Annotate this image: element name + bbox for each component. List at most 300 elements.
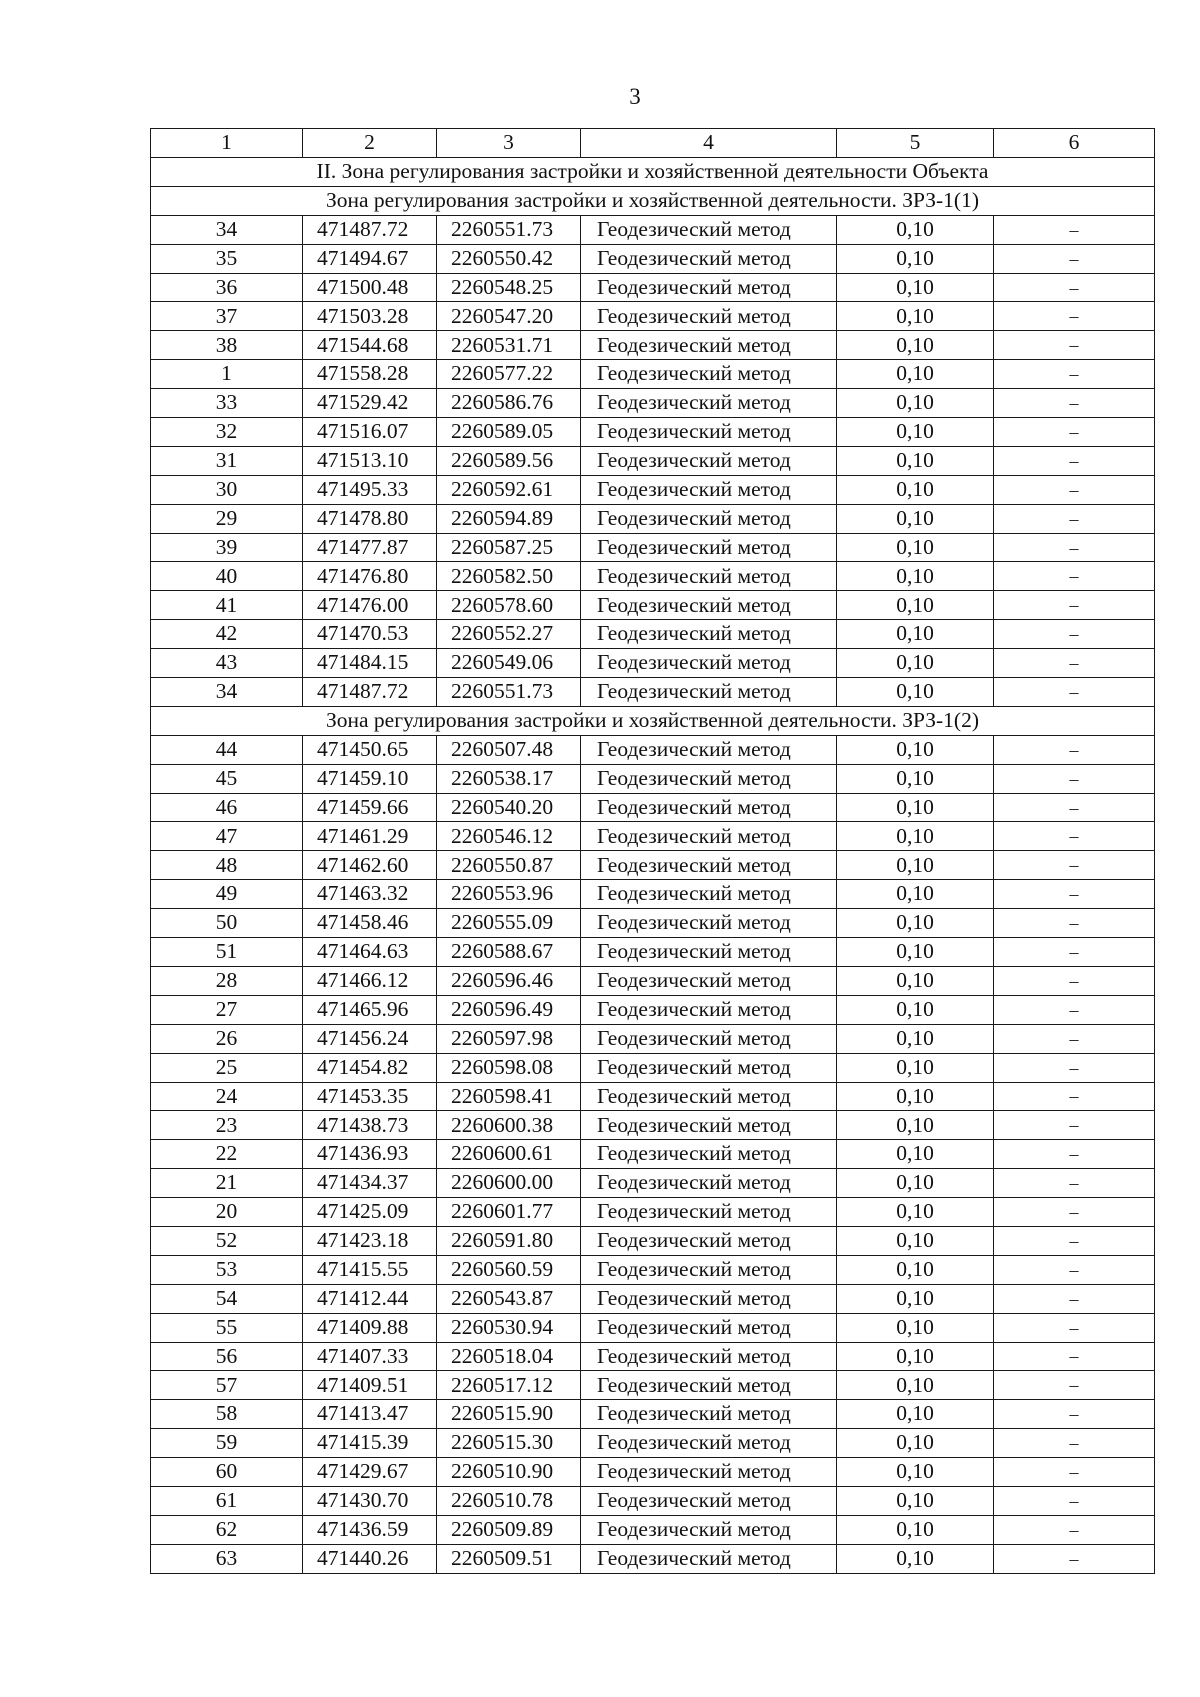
accuracy-cell: 0,10 <box>837 1458 994 1487</box>
table-row <box>151 1515 1155 1544</box>
note-cell: – <box>994 562 1155 591</box>
coord-x-cell: 471466.12 <box>303 966 437 995</box>
method-cell: Геодезический метод <box>581 533 837 562</box>
coord-y-cell: 2260546.12 <box>437 822 581 851</box>
accuracy-cell: 0,10 <box>837 735 994 764</box>
note-cell: – <box>994 1313 1155 1342</box>
method-cell: Геодезический метод <box>581 822 837 851</box>
coord-x-cell: 471425.09 <box>303 1198 437 1227</box>
coord-x-cell: 471434.37 <box>303 1169 437 1198</box>
point-number-cell: 52 <box>151 1226 303 1255</box>
coordinates-table <box>150 128 1155 1574</box>
table-row <box>151 1198 1155 1227</box>
coord-x-cell: 471456.24 <box>303 1024 437 1053</box>
coord-x-cell: 471464.63 <box>303 938 437 967</box>
accuracy-cell: 0,10 <box>837 938 994 967</box>
method-cell: Геодезический метод <box>581 562 837 591</box>
coord-x-cell: 471462.60 <box>303 851 437 880</box>
point-number-cell: 28 <box>151 966 303 995</box>
method-cell: Геодезический метод <box>581 1053 837 1082</box>
table-row <box>151 1342 1155 1371</box>
accuracy-cell: 0,10 <box>837 215 994 244</box>
table-row <box>151 938 1155 967</box>
coord-y-cell: 2260551.73 <box>437 678 581 707</box>
method-cell: Геодезический метод <box>581 764 837 793</box>
page-number: 3 <box>629 84 641 109</box>
coord-x-cell: 471495.33 <box>303 475 437 504</box>
coord-y-cell: 2260551.73 <box>437 215 581 244</box>
accuracy-cell: 0,10 <box>837 1024 994 1053</box>
coord-x-cell: 471484.15 <box>303 649 437 678</box>
table-row <box>151 966 1155 995</box>
point-number-cell: 60 <box>151 1458 303 1487</box>
coord-x-cell: 471438.73 <box>303 1111 437 1140</box>
accuracy-cell: 0,10 <box>837 1198 994 1227</box>
table-row <box>151 273 1155 302</box>
coord-y-cell: 2260600.61 <box>437 1140 581 1169</box>
coord-x-cell: 471459.10 <box>303 764 437 793</box>
point-number-cell: 36 <box>151 273 303 302</box>
accuracy-cell: 0,10 <box>837 909 994 938</box>
table-row <box>151 1169 1155 1198</box>
method-cell: Геодезический метод <box>581 1226 837 1255</box>
coord-x-cell: 471440.26 <box>303 1544 437 1573</box>
coord-y-cell: 2260531.71 <box>437 331 581 360</box>
table-row <box>151 302 1155 331</box>
method-cell: Геодезический метод <box>581 1169 837 1198</box>
table-row <box>151 562 1155 591</box>
table-row <box>151 995 1155 1024</box>
coord-x-cell: 471409.88 <box>303 1313 437 1342</box>
column-number: 3 <box>437 129 581 158</box>
coord-y-cell: 2260509.89 <box>437 1515 581 1544</box>
coord-x-cell: 471516.07 <box>303 418 437 447</box>
table-row <box>151 446 1155 475</box>
coord-x-cell: 471454.82 <box>303 1053 437 1082</box>
method-cell: Геодезический метод <box>581 1140 837 1169</box>
method-cell: Геодезический метод <box>581 504 837 533</box>
accuracy-cell: 0,10 <box>837 793 994 822</box>
method-cell: Геодезический метод <box>581 1515 837 1544</box>
coord-x-cell: 471409.51 <box>303 1371 437 1400</box>
point-number-cell: 41 <box>151 591 303 620</box>
table-row <box>151 851 1155 880</box>
accuracy-cell: 0,10 <box>837 475 994 504</box>
method-cell: Геодезический метод <box>581 1371 837 1400</box>
note-cell: – <box>994 1255 1155 1284</box>
point-number-cell: 24 <box>151 1082 303 1111</box>
coord-y-cell: 2260600.00 <box>437 1169 581 1198</box>
coord-y-cell: 2260510.90 <box>437 1458 581 1487</box>
point-number-cell: 34 <box>151 678 303 707</box>
coord-x-cell: 471458.46 <box>303 909 437 938</box>
coord-x-cell: 471423.18 <box>303 1226 437 1255</box>
accuracy-cell: 0,10 <box>837 620 994 649</box>
table-row <box>151 1284 1155 1313</box>
coord-y-cell: 2260543.87 <box>437 1284 581 1313</box>
coord-x-cell: 471487.72 <box>303 215 437 244</box>
method-cell: Геодезический метод <box>581 1284 837 1313</box>
note-cell: – <box>994 822 1155 851</box>
coord-y-cell: 2260601.77 <box>437 1198 581 1227</box>
coord-x-cell: 471465.96 <box>303 995 437 1024</box>
note-cell: – <box>994 1169 1155 1198</box>
accuracy-cell: 0,10 <box>837 1284 994 1313</box>
note-cell: – <box>994 793 1155 822</box>
coord-y-cell: 2260600.38 <box>437 1111 581 1140</box>
method-cell: Геодезический метод <box>581 995 837 1024</box>
coord-y-cell: 2260515.90 <box>437 1400 581 1429</box>
point-number-cell: 26 <box>151 1024 303 1053</box>
section-heading: II. Зона регулирования застройки и хозяйственной деятельности Объекта <box>151 158 1155 187</box>
method-cell: Геодезический метод <box>581 793 837 822</box>
point-number-cell: 56 <box>151 1342 303 1371</box>
coord-y-cell: 2260547.20 <box>437 302 581 331</box>
point-number-cell: 37 <box>151 302 303 331</box>
point-number-cell: 42 <box>151 620 303 649</box>
method-cell: Геодезический метод <box>581 1429 837 1458</box>
table-row <box>151 1053 1155 1082</box>
note-cell: – <box>994 938 1155 967</box>
point-number-cell: 21 <box>151 1169 303 1198</box>
accuracy-cell: 0,10 <box>837 504 994 533</box>
coord-x-cell: 471487.72 <box>303 678 437 707</box>
point-number-cell: 58 <box>151 1400 303 1429</box>
table-row <box>151 1486 1155 1515</box>
table-row <box>151 1024 1155 1053</box>
accuracy-cell: 0,10 <box>837 822 994 851</box>
point-number-cell: 47 <box>151 822 303 851</box>
accuracy-cell: 0,10 <box>837 562 994 591</box>
table-row <box>151 1111 1155 1140</box>
note-cell: – <box>994 880 1155 909</box>
coord-y-cell: 2260552.27 <box>437 620 581 649</box>
method-cell: Геодезический метод <box>581 591 837 620</box>
point-number-cell: 31 <box>151 446 303 475</box>
note-cell: – <box>994 389 1155 418</box>
note-cell: – <box>994 966 1155 995</box>
point-number-cell: 46 <box>151 793 303 822</box>
coord-x-cell: 471461.29 <box>303 822 437 851</box>
coord-y-cell: 2260598.41 <box>437 1082 581 1111</box>
accuracy-cell: 0,10 <box>837 1255 994 1284</box>
accuracy-cell: 0,10 <box>837 1226 994 1255</box>
point-number-cell: 55 <box>151 1313 303 1342</box>
zone-heading: Зона регулирования застройки и хозяйственной деятельности. ЗРЗ-1(2) <box>151 706 1155 735</box>
point-number-cell: 50 <box>151 909 303 938</box>
note-cell: – <box>994 475 1155 504</box>
note-cell: – <box>994 1486 1155 1515</box>
method-cell: Геодезический метод <box>581 1400 837 1429</box>
column-number: 4 <box>581 129 837 158</box>
coord-y-cell: 2260597.98 <box>437 1024 581 1053</box>
method-cell: Геодезический метод <box>581 851 837 880</box>
note-cell: – <box>994 331 1155 360</box>
table-row <box>151 793 1155 822</box>
accuracy-cell: 0,10 <box>837 244 994 273</box>
note-cell: – <box>994 591 1155 620</box>
note-cell: – <box>994 735 1155 764</box>
coord-x-cell: 471413.47 <box>303 1400 437 1429</box>
zone-heading: Зона регулирования застройки и хозяйственной деятельности. ЗРЗ-1(1) <box>151 186 1155 215</box>
table-row <box>151 909 1155 938</box>
point-number-cell: 23 <box>151 1111 303 1140</box>
coord-y-cell: 2260509.51 <box>437 1544 581 1573</box>
method-cell: Геодезический метод <box>581 966 837 995</box>
coord-x-cell: 471415.39 <box>303 1429 437 1458</box>
point-number-cell: 54 <box>151 1284 303 1313</box>
accuracy-cell: 0,10 <box>837 331 994 360</box>
method-cell: Геодезический метод <box>581 678 837 707</box>
table-body <box>151 129 1155 1574</box>
method-cell: Геодезический метод <box>581 909 837 938</box>
point-number-cell: 62 <box>151 1515 303 1544</box>
table-row <box>151 1140 1155 1169</box>
coord-y-cell: 2260530.94 <box>437 1313 581 1342</box>
zone-heading-row <box>151 706 1155 735</box>
table-row <box>151 649 1155 678</box>
table-row <box>151 735 1155 764</box>
coord-y-cell: 2260549.06 <box>437 649 581 678</box>
accuracy-cell: 0,10 <box>837 1169 994 1198</box>
coord-x-cell: 471407.33 <box>303 1342 437 1371</box>
accuracy-cell: 0,10 <box>837 1371 994 1400</box>
point-number-cell: 35 <box>151 244 303 273</box>
point-number-cell: 22 <box>151 1140 303 1169</box>
table-row <box>151 504 1155 533</box>
method-cell: Геодезический метод <box>581 1198 837 1227</box>
point-number-cell: 1 <box>151 360 303 389</box>
accuracy-cell: 0,10 <box>837 1082 994 1111</box>
point-number-cell: 20 <box>151 1198 303 1227</box>
zone-heading-row <box>151 186 1155 215</box>
method-cell: Геодезический метод <box>581 273 837 302</box>
point-number-cell: 53 <box>151 1255 303 1284</box>
table-row <box>151 1429 1155 1458</box>
coord-y-cell: 2260577.22 <box>437 360 581 389</box>
coord-x-cell: 471453.35 <box>303 1082 437 1111</box>
point-number-cell: 44 <box>151 735 303 764</box>
accuracy-cell: 0,10 <box>837 1140 994 1169</box>
note-cell: – <box>994 1226 1155 1255</box>
accuracy-cell: 0,10 <box>837 678 994 707</box>
table-row <box>151 360 1155 389</box>
coord-y-cell: 2260510.78 <box>437 1486 581 1515</box>
note-cell: – <box>994 1544 1155 1573</box>
point-number-cell: 43 <box>151 649 303 678</box>
point-number-cell: 61 <box>151 1486 303 1515</box>
coord-x-cell: 471415.55 <box>303 1255 437 1284</box>
table-row <box>151 620 1155 649</box>
point-number-cell: 40 <box>151 562 303 591</box>
accuracy-cell: 0,10 <box>837 418 994 447</box>
note-cell: – <box>994 1515 1155 1544</box>
coord-y-cell: 2260587.25 <box>437 533 581 562</box>
table-row <box>151 678 1155 707</box>
point-number-cell: 45 <box>151 764 303 793</box>
table-row <box>151 1544 1155 1573</box>
note-cell: – <box>994 764 1155 793</box>
coord-x-cell: 471513.10 <box>303 446 437 475</box>
point-number-cell: 30 <box>151 475 303 504</box>
column-number: 6 <box>994 129 1155 158</box>
coord-y-cell: 2260548.25 <box>437 273 581 302</box>
note-cell: – <box>994 273 1155 302</box>
coord-y-cell: 2260517.12 <box>437 1371 581 1400</box>
coord-x-cell: 471558.28 <box>303 360 437 389</box>
method-cell: Геодезический метод <box>581 1082 837 1111</box>
point-number-cell: 27 <box>151 995 303 1024</box>
coord-y-cell: 2260598.08 <box>437 1053 581 1082</box>
note-cell: – <box>994 1429 1155 1458</box>
method-cell: Геодезический метод <box>581 880 837 909</box>
coord-x-cell: 471478.80 <box>303 504 437 533</box>
coord-y-cell: 2260550.42 <box>437 244 581 273</box>
coord-x-cell: 471436.59 <box>303 1515 437 1544</box>
coord-y-cell: 2260586.76 <box>437 389 581 418</box>
note-cell: – <box>994 1082 1155 1111</box>
method-cell: Геодезический метод <box>581 620 837 649</box>
note-cell: – <box>994 1371 1155 1400</box>
accuracy-cell: 0,10 <box>837 764 994 793</box>
note-cell: – <box>994 909 1155 938</box>
coord-y-cell: 2260596.46 <box>437 966 581 995</box>
point-number-cell: 48 <box>151 851 303 880</box>
coord-x-cell: 471436.93 <box>303 1140 437 1169</box>
coord-y-cell: 2260578.60 <box>437 591 581 620</box>
accuracy-cell: 0,10 <box>837 591 994 620</box>
note-cell: – <box>994 620 1155 649</box>
method-cell: Геодезический метод <box>581 446 837 475</box>
method-cell: Геодезический метод <box>581 244 837 273</box>
note-cell: – <box>994 1458 1155 1487</box>
accuracy-cell: 0,10 <box>837 1544 994 1573</box>
note-cell: – <box>994 302 1155 331</box>
coord-x-cell: 471529.42 <box>303 389 437 418</box>
note-cell: – <box>994 1024 1155 1053</box>
accuracy-cell: 0,10 <box>837 360 994 389</box>
coord-x-cell: 471412.44 <box>303 1284 437 1313</box>
point-number-cell: 38 <box>151 331 303 360</box>
coord-y-cell: 2260507.48 <box>437 735 581 764</box>
section-heading-row <box>151 158 1155 187</box>
coord-y-cell: 2260589.56 <box>437 446 581 475</box>
coord-x-cell: 471500.48 <box>303 273 437 302</box>
point-number-cell: 25 <box>151 1053 303 1082</box>
note-cell: – <box>994 1284 1155 1313</box>
note-cell: – <box>994 1140 1155 1169</box>
method-cell: Геодезический метод <box>581 1486 837 1515</box>
coord-x-cell: 471503.28 <box>303 302 437 331</box>
coord-x-cell: 471429.67 <box>303 1458 437 1487</box>
table-row <box>151 880 1155 909</box>
method-cell: Геодезический метод <box>581 389 837 418</box>
table-row <box>151 822 1155 851</box>
coord-y-cell: 2260592.61 <box>437 475 581 504</box>
point-number-cell: 33 <box>151 389 303 418</box>
accuracy-cell: 0,10 <box>837 851 994 880</box>
note-cell: – <box>994 1053 1155 1082</box>
point-number-cell: 59 <box>151 1429 303 1458</box>
accuracy-cell: 0,10 <box>837 1313 994 1342</box>
note-cell: – <box>994 1342 1155 1371</box>
accuracy-cell: 0,10 <box>837 302 994 331</box>
column-number: 5 <box>837 129 994 158</box>
coord-y-cell: 2260550.87 <box>437 851 581 880</box>
coord-x-cell: 471477.87 <box>303 533 437 562</box>
coord-y-cell: 2260515.30 <box>437 1429 581 1458</box>
note-cell: – <box>994 244 1155 273</box>
table-row <box>151 533 1155 562</box>
method-cell: Геодезический метод <box>581 1024 837 1053</box>
note-cell: – <box>994 360 1155 389</box>
method-cell: Геодезический метод <box>581 938 837 967</box>
table-row <box>151 418 1155 447</box>
table-row <box>151 1458 1155 1487</box>
note-cell: – <box>994 446 1155 475</box>
method-cell: Геодезический метод <box>581 1342 837 1371</box>
note-cell: – <box>994 1198 1155 1227</box>
table-row <box>151 1313 1155 1342</box>
accuracy-cell: 0,10 <box>837 1515 994 1544</box>
point-number-cell: 49 <box>151 880 303 909</box>
note-cell: – <box>994 504 1155 533</box>
table-row <box>151 1400 1155 1429</box>
table-row <box>151 1371 1155 1400</box>
accuracy-cell: 0,10 <box>837 533 994 562</box>
coord-x-cell: 471459.66 <box>303 793 437 822</box>
note-cell: – <box>994 649 1155 678</box>
accuracy-cell: 0,10 <box>837 649 994 678</box>
note-cell: – <box>994 678 1155 707</box>
point-number-cell: 51 <box>151 938 303 967</box>
method-cell: Геодезический метод <box>581 1458 837 1487</box>
note-cell: – <box>994 215 1155 244</box>
coord-y-cell: 2260582.50 <box>437 562 581 591</box>
point-number-cell: 57 <box>151 1371 303 1400</box>
point-number-cell: 34 <box>151 215 303 244</box>
method-cell: Геодезический метод <box>581 1255 837 1284</box>
method-cell: Геодезический метод <box>581 331 837 360</box>
column-number-row <box>151 129 1155 158</box>
table-row <box>151 1255 1155 1284</box>
note-cell: – <box>994 418 1155 447</box>
accuracy-cell: 0,10 <box>837 273 994 302</box>
coord-y-cell: 2260589.05 <box>437 418 581 447</box>
method-cell: Геодезический метод <box>581 1544 837 1573</box>
method-cell: Геодезический метод <box>581 735 837 764</box>
note-cell: – <box>994 533 1155 562</box>
point-number-cell: 63 <box>151 1544 303 1573</box>
coord-x-cell: 471476.00 <box>303 591 437 620</box>
accuracy-cell: 0,10 <box>837 880 994 909</box>
coord-y-cell: 2260540.20 <box>437 793 581 822</box>
method-cell: Геодезический метод <box>581 215 837 244</box>
method-cell: Геодезический метод <box>581 302 837 331</box>
accuracy-cell: 0,10 <box>837 966 994 995</box>
table-row <box>151 1226 1155 1255</box>
point-number-cell: 39 <box>151 533 303 562</box>
table-row <box>151 475 1155 504</box>
table-row <box>151 389 1155 418</box>
table-row <box>151 1082 1155 1111</box>
coord-x-cell: 471450.65 <box>303 735 437 764</box>
coord-x-cell: 471494.67 <box>303 244 437 273</box>
column-number: 2 <box>303 129 437 158</box>
coord-y-cell: 2260594.89 <box>437 504 581 533</box>
table-row <box>151 244 1155 273</box>
coord-x-cell: 471544.68 <box>303 331 437 360</box>
